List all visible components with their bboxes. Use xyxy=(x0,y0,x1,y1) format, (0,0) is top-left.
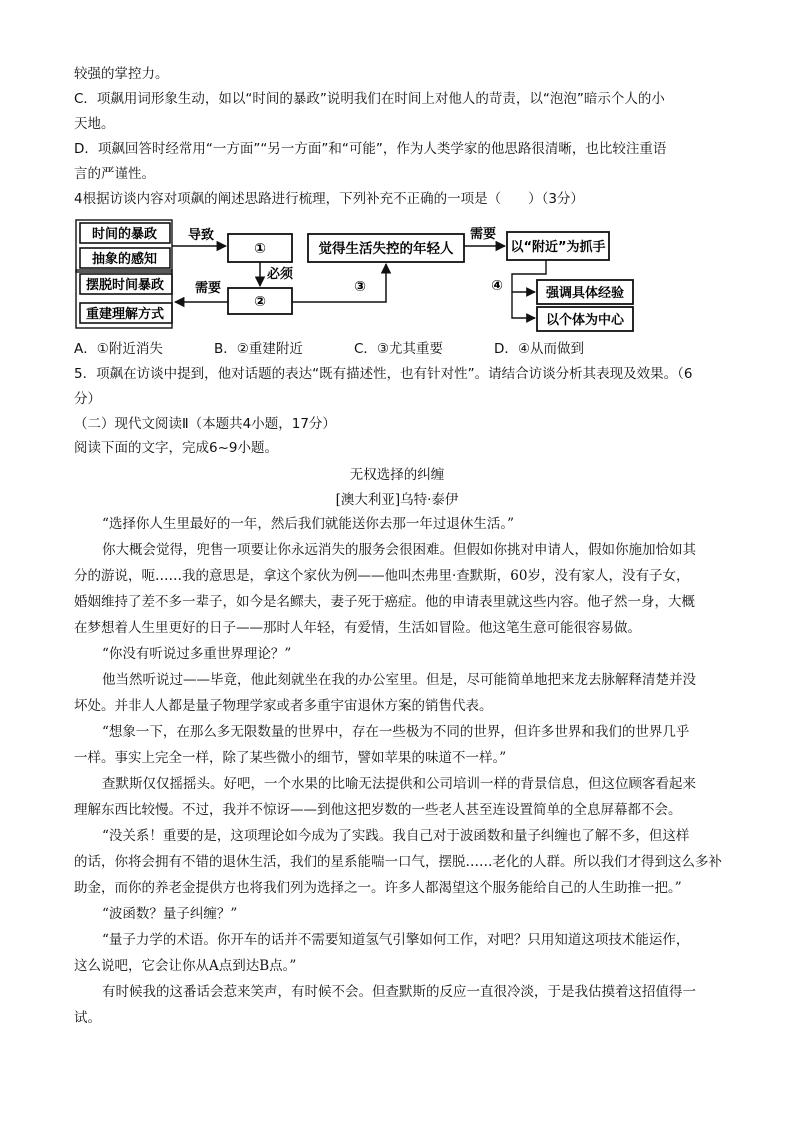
label-need-1: 需要 xyxy=(195,281,222,296)
node-1-label: ① xyxy=(254,241,266,257)
q4-option-d: D．④从而做到 xyxy=(494,341,584,357)
story-line: “没关系！重要的是，这项理论如今成为了实践。我自己对于波函数和量子纠缠也了解不多，但这样 xyxy=(102,828,690,844)
right-item-0: 强调具体经验 xyxy=(545,286,625,301)
story-line: 婚姻维持了差不多一辈子，如今是名鳏夫，妻子死于癌症。他的申请表里就这些内容。他孑然一身，大概 xyxy=(74,594,695,610)
label-cause: 导致 xyxy=(188,228,215,243)
story-line: 的话，你将会拥有不错的退休生活，我们的星系能喘一口气，摆脱……老化的人群。所以我们才得到这么多补 xyxy=(74,854,722,870)
label-must: 必须 xyxy=(267,267,294,282)
q5-line1: 5．项飙在访谈中提到，他对话题的表达“既有描述性，也有针对性”。请结合访谈分析其表现及效果。（6 xyxy=(74,366,693,382)
q3-option-d-line1: D．项飙回答时经常用“一方面”“另一方面”和“可能”，作为人类学家的他思路很清晰，也比较注重语 xyxy=(74,141,667,157)
q3-option-c-line2: 天地。 xyxy=(74,116,115,132)
story-line: 这么说吧，它会让你从A点到达B点。” xyxy=(74,958,297,974)
section2-heading: （二）现代文阅读Ⅱ（本题共4小题，17分） xyxy=(74,416,336,432)
story-line: 助金，而你的养老金提供方也将我们列为选择之一。许多人都渴望这个服务能给自己的人生助推一把。” xyxy=(74,880,682,896)
story-line: 有时候我的这番话会惹来笑声，有时候不会。但查默斯的反应一直很冷淡，于是我估摸着这招值得一 xyxy=(102,984,696,1000)
left-top-item-1: 抽象的感知 xyxy=(92,252,158,267)
story-line: 试。 xyxy=(74,1010,101,1026)
node-2-label: ② xyxy=(254,294,266,310)
story-line: 一样。事实上完全一样，除了某些微小的细节，譬如苹果的味道不一样。” xyxy=(74,750,507,766)
q3-option-d-line2: 言的严谨性。 xyxy=(74,166,155,182)
node-3-label: ③ xyxy=(354,279,366,295)
left-top-item-0: 时间的暴政 xyxy=(92,227,158,242)
q4-option-c: C．③尤其重要 xyxy=(354,341,444,357)
section2-instruction: 阅读下面的文字，完成6~9小题。 xyxy=(74,440,278,456)
story-line: 理解东西比较慢。不过，我并不惊讶——到他这把岁数的一些老人甚至连设置简单的全息屏幕都不会。 xyxy=(74,802,682,818)
story-line: “你没有听说过多重世界理论？” xyxy=(102,646,292,662)
arrow-node-3 xyxy=(292,264,386,302)
center-box-label: 觉得生活失控的年轻人 xyxy=(318,241,454,257)
story-line: 你大概会觉得，兜售一项要让你永远消失的服务会很困难。但假如你挑对申请人，假如你施加恰如其 xyxy=(102,542,696,558)
story-line: 在梦想着人生里更好的日子——那时人年轻，有爱情，生活如冒险。他这笔生意可能很容易做。 xyxy=(74,620,641,636)
story-line: “想象一下，在那么多无限数量的世界中，存在一些极为不同的世界，但许多世界和我们的世界几乎 xyxy=(102,724,690,740)
arrow-node-4-a xyxy=(512,260,546,292)
q4-flow-diagram xyxy=(0,212,794,336)
q5-line2: 分） xyxy=(74,391,101,407)
left-bottom-item-0: 摆脱时间暴政 xyxy=(86,278,165,293)
q3-line-a: 较强的掌控力。 xyxy=(74,66,169,82)
story-line: “波函数？量子纠缠？” xyxy=(102,906,238,922)
story-title: 无权选择的纠缠 xyxy=(349,467,445,483)
q4-option-b: B．②重建附近 xyxy=(214,341,303,357)
story-line: 查默斯仅仅摇摇头。好吧，一个水果的比喻无法提供和公司培训一样的背景信息，但这位顾客看起来 xyxy=(102,776,696,792)
story-line: “量子力学的术语。你开车的话并不需要知道氢气引擎如何工作，对吧？只用知道这项技术能运作， xyxy=(102,932,690,948)
q4-option-a: A．①附近消失 xyxy=(74,341,163,357)
story-line: 坏处。并非人人都是量子物理学家或者多重宇宙退休方案的销售代表。 xyxy=(74,698,493,714)
story-line: 分的游说，呃……我的意思是，拿这个家伙为例——他叫杰弗里·查默斯，60岁，没有家人，没有子女， xyxy=(74,568,690,584)
q3-option-c-line1: C．项飙用词形象生动，如以“时间的暴政”说明我们在时间上对他人的苛责，以“泡泡”暗示个人的小 xyxy=(74,91,665,107)
arrow-node-4-b xyxy=(512,292,535,318)
label-need-2: 需要 xyxy=(470,227,497,242)
right-item-1: 以个体为中心 xyxy=(545,313,625,328)
story-author: [澳大利亚]乌特·泰伊 xyxy=(335,492,459,508)
node-4-label: ④ xyxy=(491,278,503,294)
left-bottom-item-1: 重建理解方式 xyxy=(86,307,165,322)
q4-stem: 4根据访谈内容对项飙的阐述思路进行梳理，下列补充不正确的一项是（ ）（3分） xyxy=(74,191,584,207)
story-line: 他当然听说过——毕竟，他此刻就坐在我的办公室里。但是，尽可能简单地把来龙去脉解释清楚并没 xyxy=(102,672,696,688)
right-top-label: 以“附近”为抓手 xyxy=(510,240,606,255)
story-line: “选择你人生里最好的一年，然后我们就能送你去那一年过退休生活。” xyxy=(102,516,515,532)
